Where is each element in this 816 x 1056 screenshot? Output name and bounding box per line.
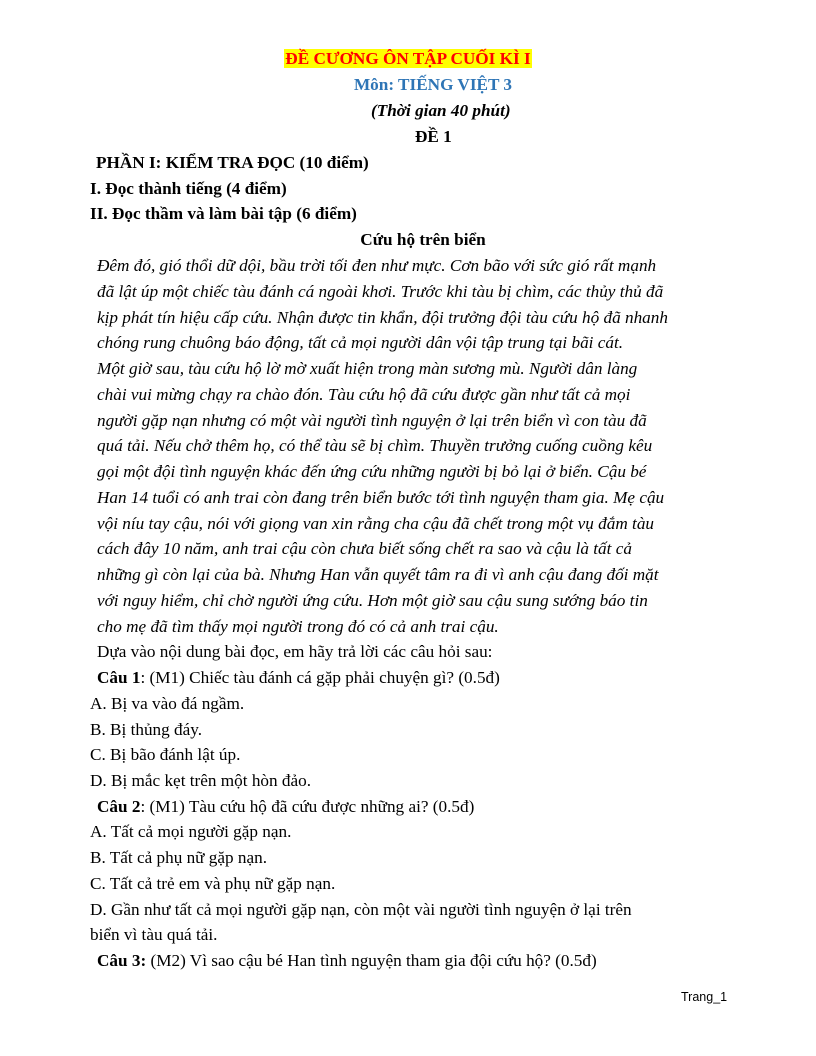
passage-line: Một giờ sau, tàu cứu hộ lờ mờ xuất hiện trong màn sương mù. Người dân làng <box>97 359 638 378</box>
answer-option: C. Tất cả trẻ em và phụ nữ gặp nạn. <box>90 874 336 893</box>
passage-line: gọi một đội tình nguyện khác đến ứng cứu những người bị bỏ lại ở biển. Cậu bé <box>97 462 647 481</box>
passage-line: Đêm đó, gió thổi dữ dội, bầu trời tối đen như mực. Cơn bão với sức gió rất mạnh <box>97 256 657 275</box>
passage-line: chài vui mừng chạy ra chào đón. Tàu cứu hộ đã cứu được gần như tất cả mọi <box>97 385 631 404</box>
passage-line: chóng rung chuông báo động, tất cả mọi người dân vội tập trung tại bãi cát. <box>97 333 624 352</box>
part1-heading: PHẦN I: KIỂM TRA ĐỌC (10 điểm) <box>96 153 369 172</box>
section-reading-aloud: I. Đọc thành tiếng (4 điểm) <box>90 179 287 198</box>
question-3-text: (M2) Vì sao cậu bé Han tình nguyện tham gia đội cứu hộ? (0.5đ) <box>146 951 597 970</box>
answer-option: D. Gần như tất cả mọi người gặp nạn, còn một vài người tình nguyện ở lại trên <box>90 900 632 919</box>
question-2-text: : (M1) Tàu cứu hộ đã cứu được những ai? (0.5đ) <box>140 797 475 816</box>
answer-option: A. Bị va vào đá ngầm. <box>90 694 245 713</box>
question-3 <box>97 951 597 971</box>
time-limit: (Thời gian 40 phút) <box>371 101 511 120</box>
answer-option: C. Bị bão đánh lật úp. <box>90 745 241 764</box>
answer-option: B. Bị thủng đáy. <box>90 720 203 739</box>
section-silent-reading: II. Đọc thầm và làm bài tập (6 điểm) <box>90 204 357 223</box>
passage-line: những gì còn lại của bà. Nhưng Han vẫn quyết tâm ra đi vì anh cậu đang đối mặt <box>97 565 659 584</box>
passage-line: người gặp nạn nhưng có một vài người tình nguyện ở lại trên biển vì con tàu đã <box>97 411 647 430</box>
passage-line: vội níu tay cậu, nói với giọng van xin rằng cha cậu đã chết trong một vụ đắm tàu <box>97 514 655 533</box>
passage-line: đã lật úp một chiếc tàu đánh cá ngoài khơi. Trước khi tàu bị chìm, các thủy thủ đã <box>97 282 664 301</box>
question-3-label: Câu 3: <box>97 951 147 970</box>
subject-line <box>0 75 816 95</box>
question-1 <box>97 668 500 688</box>
passage-line: kịp phát tín hiệu cấp cứu. Nhận được tin khẩn, đội trưởng đội tàu cứu hộ đã nhanh <box>97 308 668 327</box>
answer-option: A. Tất cả mọi người gặp nạn. <box>90 822 292 841</box>
subject: Môn: TIẾNG VIỆT 3 <box>353 75 513 94</box>
doc-title-line <box>0 49 816 69</box>
answer-option-continued: biển vì tàu quá tải. <box>90 925 218 944</box>
passage-title: Cứu hộ trên biển <box>360 230 486 249</box>
question-1-label: Câu 1 <box>97 668 141 687</box>
answer-option: D. Bị mắc kẹt trên một hòn đảo. <box>90 771 312 790</box>
doc-title: ĐỀ CƯƠNG ÔN TẬP CUỐI KÌ I <box>285 49 531 68</box>
answer-option: B. Tất cả phụ nữ gặp nạn. <box>90 848 268 867</box>
passage-line: cho mẹ đã tìm thấy mọi người trong đó có cả anh trai cậu. <box>97 617 499 636</box>
page-number: Trang_1 <box>681 990 728 1004</box>
question-1-text: : (M1) Chiếc tàu đánh cá gặp phải chuyện gì? (0.5đ) <box>140 668 500 687</box>
question-2 <box>97 797 474 817</box>
exam-number: ĐỀ 1 <box>415 127 452 146</box>
question-2-label: Câu 2 <box>97 797 141 816</box>
passage-line: cách đây 10 năm, anh trai cậu còn chưa biết sống chết ra sao và cậu là tất cả <box>97 539 632 558</box>
passage-line: quá tải. Nếu chở thêm họ, có thể tàu sẽ bị chìm. Thuyền trưởng cuống cuồng kêu <box>97 436 653 455</box>
passage-line: Han 14 tuổi có anh trai còn đang trên biển bước tới tình nguyện tham gia. Mẹ cậu <box>97 488 665 507</box>
instruction: Dựa vào nội dung bài đọc, em hãy trả lời các câu hỏi sau: <box>97 642 493 661</box>
passage-line: với nguy hiểm, chỉ chờ người ứng cứu. Hơn một giờ sau cậu sung sướng báo tin <box>97 591 648 610</box>
